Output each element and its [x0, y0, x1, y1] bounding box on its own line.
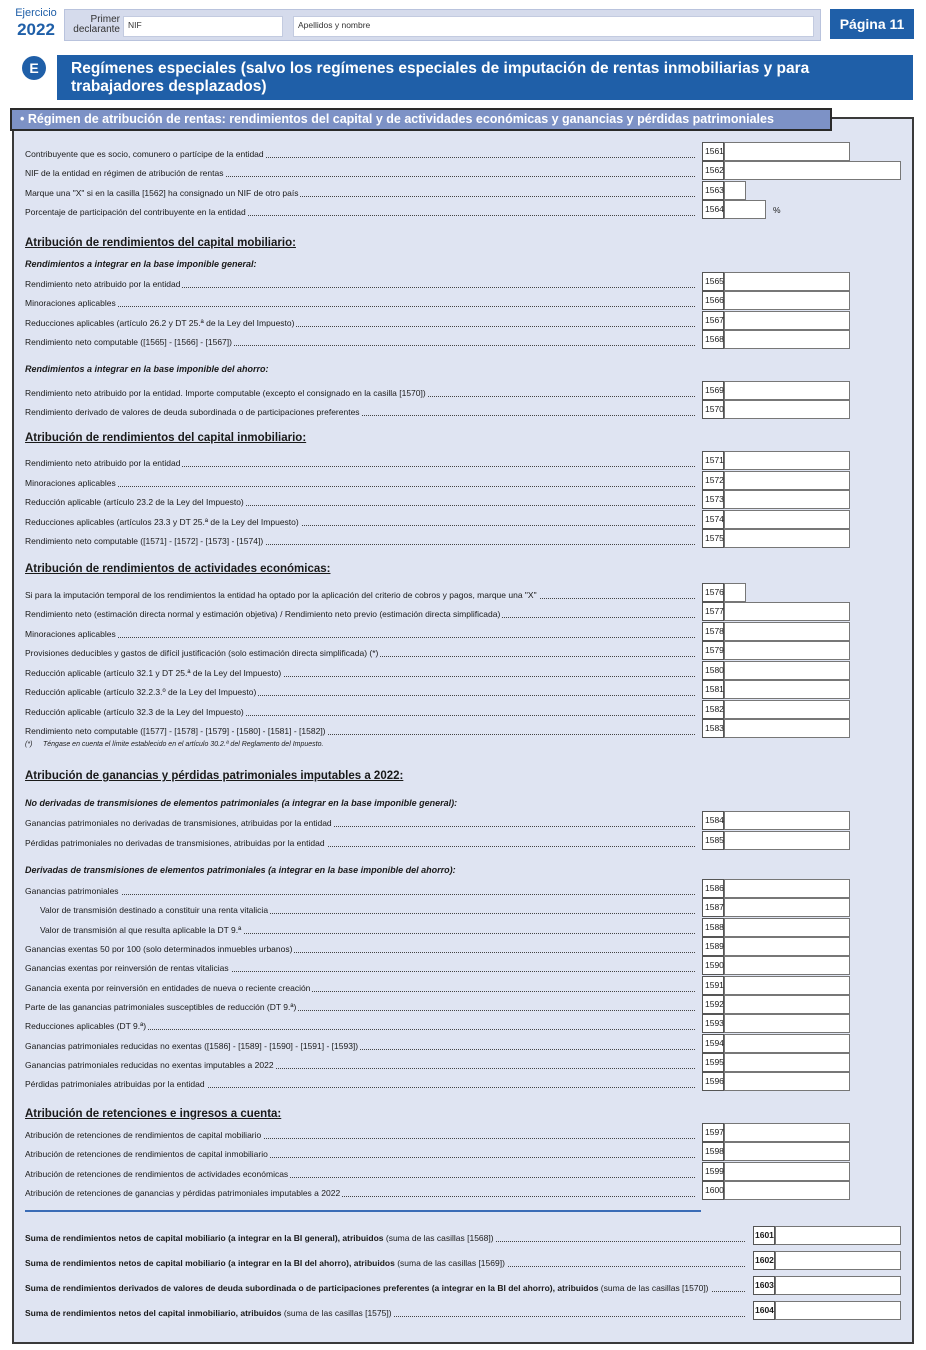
input-1578[interactable]	[724, 622, 850, 641]
row-label: Ganancias patrimoniales reducidas no exentas ([1586] - [1589] - [1590] - [1591] - [1593])	[25, 1041, 359, 1051]
input-1586[interactable]	[724, 879, 850, 898]
input-1592[interactable]	[724, 995, 850, 1014]
row-label: Ganancias patrimoniales no derivadas de transmisiones, atribuidas por la entidad	[25, 818, 332, 828]
input-1594[interactable]	[724, 1034, 850, 1053]
input-1570[interactable]	[724, 400, 850, 419]
row-label: Reducciones aplicables (artículo 26.2 y DT 25.ª de la Ley del Impuesto)	[25, 318, 295, 328]
row-label: Provisiones deducibles y gastos de difícil justificación (solo estimación directa simplificada) (*)	[25, 648, 379, 658]
heading-actividades-economicas: Atribución de rendimientos de actividades económicas:	[25, 563, 331, 575]
box-code: 1598	[702, 1142, 724, 1161]
input-1584[interactable]	[724, 811, 850, 830]
row-label: Pérdidas patrimoniales atribuidas por la entidad	[25, 1079, 205, 1089]
box-code: 1590	[702, 956, 724, 975]
row-label: Rendimiento neto (estimación directa normal y estimación objetiva) / Rendimiento neto previo (estimación directa simplificada)	[25, 609, 501, 619]
total-note: (suma de las casillas [1568])	[383, 1233, 494, 1243]
box-code: 1568	[702, 330, 724, 349]
input-1593[interactable]	[724, 1014, 850, 1033]
row-label: Rendimiento derivado de valores de deuda subordinada o de participaciones preferentes	[25, 407, 360, 417]
row-label: Rendimiento neto computable ([1565] - [1566] - [1567])	[25, 337, 232, 347]
ejercicio-label: Ejercicio	[15, 7, 57, 19]
input-1565[interactable]	[724, 272, 850, 291]
box-code: 1565	[702, 272, 724, 291]
box-code: 1576	[702, 583, 724, 602]
row-label: Contribuyente que es socio, comunero o partícipe de la entidad	[25, 149, 264, 159]
box-code: 1561	[702, 142, 724, 161]
row-label: Ganancias exentas por reinversión de rentas vitalicias	[25, 963, 229, 973]
row-label: Reducción aplicable (artículo 23.2 de la Ley del Impuesto)	[25, 497, 244, 507]
footnote-mark: (*)	[25, 741, 33, 748]
input-1581[interactable]	[724, 680, 850, 699]
input-1567[interactable]	[724, 311, 850, 330]
input-1599[interactable]	[724, 1162, 850, 1181]
box-code: 1577	[702, 602, 724, 621]
row-label: Minoraciones aplicables	[25, 629, 116, 639]
ejercicio-block	[12, 7, 60, 40]
heading-ganancias-perdidas: Atribución de ganancias y pérdidas patrimoniales imputables a 2022:	[25, 770, 404, 782]
input-1587[interactable]	[724, 898, 850, 917]
box-code: 1573	[702, 490, 724, 509]
row-label: Rendimiento neto computable ([1571] - [1572] - [1573] - [1574])	[25, 536, 264, 546]
box-code: 1569	[702, 381, 724, 400]
row-label: Pérdidas patrimoniales no derivadas de transmisiones, atribuidas por la entidad	[25, 838, 325, 848]
box-code: 1570	[702, 400, 724, 419]
box-code: 1571	[702, 451, 724, 470]
apellidos-nombre-field[interactable]: Apellidos y nombre	[293, 16, 814, 37]
row-label: Valor de transmisión al que resulta aplicable la DT 9.ª	[40, 925, 242, 935]
row-label: Ganancia exenta por reinversión en entidades de nueva o reciente creación	[25, 983, 311, 993]
row-label: Atribución de retenciones de rendimientos de capital inmobiliario	[25, 1149, 268, 1159]
row-label: Rendimiento neto atribuido por la entidad. Importe computable (excepto el consignado en la casilla [1570])	[25, 388, 426, 398]
page-number-badge: Página 11	[830, 9, 914, 39]
input-1575[interactable]	[724, 529, 850, 548]
subheading-derivadas: Derivadas de transmisiones de elementos patrimoniales (a integrar en la base imponible del ahorro):	[25, 865, 456, 875]
box-code: 1597	[702, 1123, 724, 1142]
subheading-no-derivadas: No derivadas de transmisiones de elementos patrimoniales (a integrar en la base imponible general):	[25, 798, 458, 808]
box-code: 1586	[702, 879, 724, 898]
box-code: 1604	[753, 1301, 775, 1320]
input-1591[interactable]	[724, 976, 850, 995]
input-1596[interactable]	[724, 1072, 850, 1091]
row-label: Atribución de retenciones de rendimientos de actividades económicas	[25, 1169, 289, 1179]
declarante-band	[64, 9, 821, 41]
input-1588[interactable]	[724, 918, 850, 937]
row-label: Reducción aplicable (artículo 32.3 de la Ley del Impuesto)	[25, 707, 244, 717]
box-code: 1599	[702, 1162, 724, 1181]
subheading-base-general: Rendimientos a integrar en la base imponible general:	[25, 259, 257, 269]
row-label: Minoraciones aplicables	[25, 478, 116, 488]
box-code: 1564	[702, 200, 724, 219]
heading-capital-mobiliario: Atribución de rendimientos del capital mobiliario:	[25, 237, 296, 249]
row-label: Si para la imputación temporal de los rendimientos la entidad ha optado por la aplicación del criterio de cobros y pagos, marque una "X"	[25, 590, 537, 600]
input-1582[interactable]	[724, 700, 850, 719]
row-label: NIF de la entidad en régimen de atribución de rentas	[25, 168, 224, 178]
input-1585[interactable]	[724, 831, 850, 850]
checkbox-1576[interactable]	[724, 583, 746, 602]
box-code: 1589	[702, 937, 724, 956]
box-code: 1602	[753, 1251, 775, 1270]
box-code: 1596	[702, 1072, 724, 1091]
input-1569[interactable]	[724, 381, 850, 400]
total-note: (suma de las casillas [1569])	[394, 1258, 505, 1268]
input-1601[interactable]	[775, 1226, 901, 1245]
row-label: Minoraciones aplicables	[25, 298, 116, 308]
box-code: 1582	[702, 700, 724, 719]
box-code: 1603	[753, 1276, 775, 1295]
input-1598[interactable]	[724, 1142, 850, 1161]
heading-retenciones: Atribución de retenciones e ingresos a cuenta:	[25, 1108, 282, 1120]
input-1574[interactable]	[724, 510, 850, 529]
box-code: 1592	[702, 995, 724, 1014]
box-code: 1587	[702, 898, 724, 917]
input-1572[interactable]	[724, 471, 850, 490]
percent-sign: %	[773, 205, 781, 215]
box-code: 1580	[702, 661, 724, 680]
subsection-header: • Régimen de atribución de rentas: rendimientos del capital y de actividades económicas y ganancias y pérdidas patrimoniales	[10, 108, 832, 131]
box-code: 1581	[702, 680, 724, 699]
input-1566[interactable]	[724, 291, 850, 310]
input-1568[interactable]	[724, 330, 850, 349]
input-1564[interactable]	[724, 200, 766, 219]
box-code: 1566	[702, 291, 724, 310]
input-1589[interactable]	[724, 937, 850, 956]
row-label: Marque una "X" si en la casilla [1562] ha consignado un NIF de otro país	[25, 188, 299, 198]
box-code: 1591	[702, 976, 724, 995]
input-1603[interactable]	[775, 1276, 901, 1295]
box-code: 1563	[702, 181, 724, 200]
input-1573[interactable]	[724, 490, 850, 509]
row-label: Reducciones aplicables (artículos 23.3 y DT 25.ª de la Ley del Impuesto)	[25, 517, 299, 527]
total-label: Suma de rendimientos derivados de valores de deuda subordinada o de participaciones preferentes (a integrar en la BI del ahorro), atribuidos	[25, 1283, 599, 1293]
input-1561[interactable]	[724, 142, 850, 161]
total-label: Suma de rendimientos netos de capital mobiliario (a integrar en la BI general), atribuidos	[25, 1233, 384, 1243]
total-label: Suma de rendimientos netos del capital inmobiliario, atribuidos	[25, 1308, 282, 1318]
row-label: Parte de las ganancias patrimoniales susceptibles de reducción (DT 9.ª)	[25, 1002, 297, 1012]
total-label: Suma de rendimientos netos de capital mobiliario (a integrar en la BI del ahorro), atribuidos	[25, 1258, 395, 1268]
input-1590[interactable]	[724, 956, 850, 975]
input-1577[interactable]	[724, 602, 850, 621]
box-code: 1575	[702, 529, 724, 548]
row-label: Reducciones aplicables (DT 9.ª)	[25, 1021, 147, 1031]
box-code: 1579	[702, 641, 724, 660]
row-label: Rendimiento neto computable ([1577] - [1578] - [1579] - [1580] - [1581] - [1582])	[25, 726, 326, 736]
footnote	[25, 741, 323, 748]
row-label: Ganancias patrimoniales	[25, 886, 119, 896]
row-label: Reducción aplicable (artículo 32.2.3.º de la Ley del Impuesto)	[25, 687, 257, 697]
checkbox-1563[interactable]	[724, 181, 746, 200]
row-label: Valor de transmisión destinado a constituir una renta vitalicia	[40, 905, 269, 915]
section-letter-badge: E	[22, 56, 46, 80]
row-label: Ganancias exentas 50 por 100 (solo determinados inmuebles urbanos)	[25, 944, 293, 954]
footnote-text: Téngase en cuenta el límite establecido en el artículo 30.2.ª del Reglamento del Impuesto.	[43, 741, 324, 748]
box-code: 1594	[702, 1034, 724, 1053]
box-code: 1588	[702, 918, 724, 937]
box-code: 1584	[702, 811, 724, 830]
total-note: (suma de las casillas [1570])	[598, 1283, 709, 1293]
input-1602[interactable]	[775, 1251, 901, 1270]
input-1604[interactable]	[775, 1301, 901, 1320]
row-label: Ganancias patrimoniales reducidas no exentas imputables a 2022	[25, 1060, 274, 1070]
input-1600[interactable]	[724, 1181, 850, 1200]
heading-capital-inmobiliario: Atribución de rendimientos del capital inmobiliario:	[25, 432, 307, 444]
primer-declarante-label: Primer declarante	[73, 14, 120, 35]
box-code: 1583	[702, 719, 724, 738]
input-1595[interactable]	[724, 1053, 850, 1072]
box-code: 1578	[702, 622, 724, 641]
nif-field[interactable]: NIF	[123, 16, 283, 37]
row-label: Atribución de retenciones de ganancias y pérdidas patrimoniales imputables a 2022	[25, 1188, 341, 1198]
total-note: (suma de las casillas [1575])	[281, 1308, 392, 1318]
box-code: 1595	[702, 1053, 724, 1072]
row-label: Reducción aplicable (artículo 32.1 y DT 25.ª de la Ley del Impuesto)	[25, 668, 282, 678]
box-code: 1574	[702, 510, 724, 529]
input-1583[interactable]	[724, 719, 850, 738]
box-code: 1585	[702, 831, 724, 850]
box-code: 1600	[702, 1181, 724, 1200]
ejercicio-year: 2022	[17, 20, 55, 39]
input-1580[interactable]	[724, 661, 850, 680]
box-code: 1562	[702, 161, 724, 180]
box-code: 1572	[702, 471, 724, 490]
row-label: Porcentaje de participación del contribuyente en la entidad	[25, 207, 246, 217]
row-label: Rendimiento neto atribuido por la entidad	[25, 458, 181, 468]
section-title: Regímenes especiales (salvo los regímenes especiales de imputación de rentas inmobiliarias y para trabajadores desplazados)	[57, 55, 913, 100]
input-1571[interactable]	[724, 451, 850, 470]
input-1562[interactable]	[724, 161, 901, 180]
row-label: Rendimiento neto atribuido por la entidad	[25, 279, 181, 289]
box-code: 1593	[702, 1014, 724, 1033]
input-1579[interactable]	[724, 641, 850, 660]
box-code: 1601	[753, 1226, 775, 1245]
separator-line	[25, 1210, 701, 1212]
row-label: Atribución de retenciones de rendimientos de capital mobiliario	[25, 1130, 262, 1140]
subheading-base-ahorro: Rendimientos a integrar en la base imponible del ahorro:	[25, 364, 269, 374]
box-code: 1567	[702, 311, 724, 330]
input-1597[interactable]	[724, 1123, 850, 1142]
